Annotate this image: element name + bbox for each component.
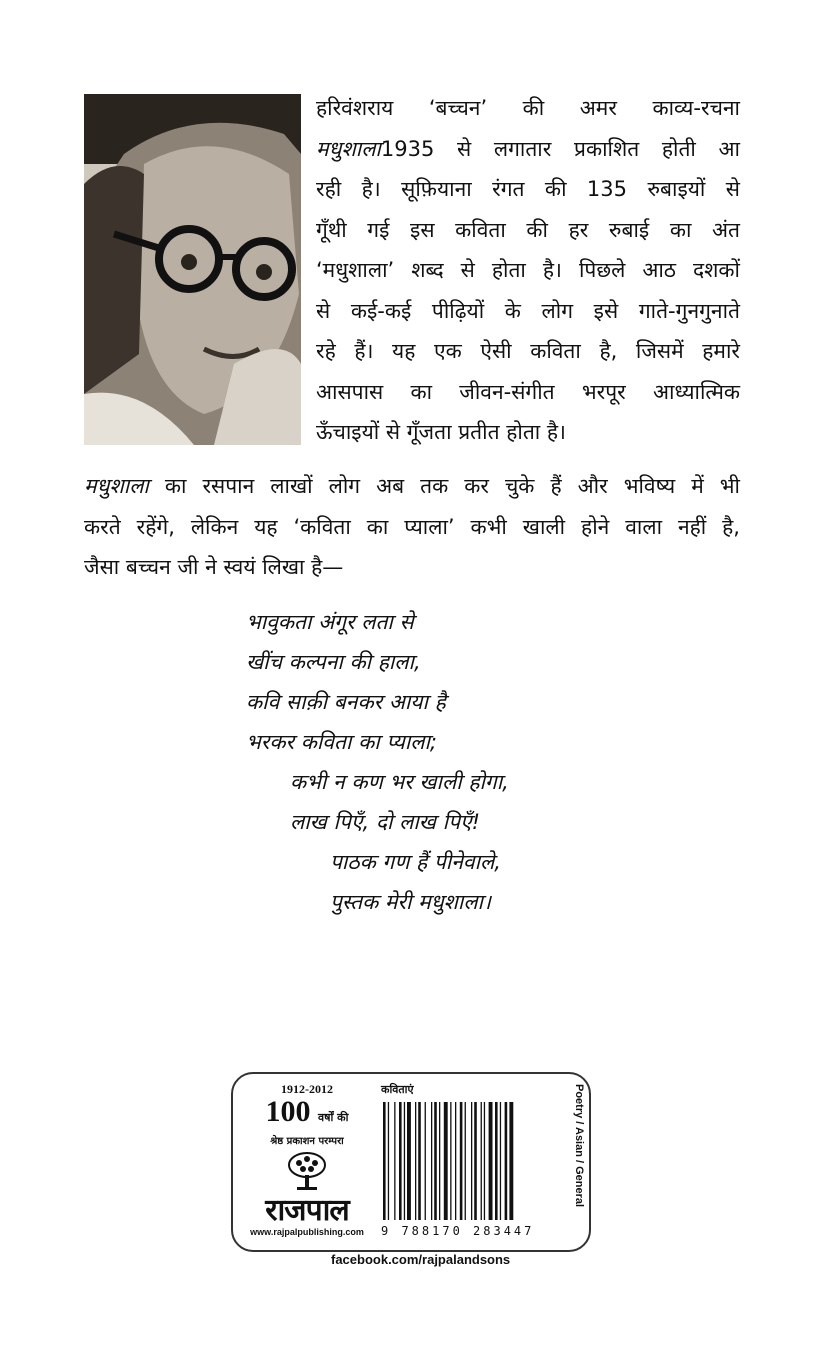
intro-line-2 [316,129,740,170]
para2-line-1-rest: का रसपान लाखों लोग अब तक कर चुके हैं और भविष्य में भी [148,474,740,498]
hundred-number: 100 [265,1095,311,1128]
intro-line-1: हरिवंशराय ‘बच्चन’ की अमर काव्य-रचना [316,96,740,120]
isbn-number: 9 788170 283447 [381,1224,535,1238]
poem-line-5: कभी न कण भर खाली होगा, [290,770,509,794]
poem-line-3: कवि साक़ी बनकर आया है [246,690,446,714]
poem-line-1: भावुकता अंगूर लता से [246,610,414,634]
barcode-area [381,1082,557,1244]
poem-line-4: भरकर कविता का प्याला; [246,730,438,754]
publisher-brand: राजपाल [265,1193,349,1228]
para2-title-italic: मधुशाला [84,474,149,498]
publisher-website: www.rajpalpublishing.com [250,1227,364,1237]
poem-line-2: खींच कल्पना की हाला, [246,650,421,674]
intro-line-8: आसपास का जीवन-संगीत भरपूर आध्यात्मिक [316,379,740,404]
publisher-tagline: श्रेष्ठ प्रकाशन परम्परा [270,1136,344,1147]
author-portrait-image [84,94,301,445]
centenary-number [239,1097,375,1133]
publisher-logo-block [239,1082,375,1237]
genre-label: Poetry / Asian / General [573,1084,585,1208]
para2-line-1 [84,466,740,507]
intro-line-9: ऊँचाइयों से गूँजता प्रतीत होता है। [316,420,567,444]
intro-line-3: रही है। सूफ़ियाना रंगत की 135 रुबाइयों से [316,177,740,201]
poem-line-7: पाठक गण हैं पीनेवाले, [330,850,501,874]
author-photo [84,94,301,445]
poem-line-6: लाख पिएँ, दो लाख पिएँ! [290,810,481,834]
intro-line-7: रहे हैं। यह एक ऐसी कविता है, जिसमें हमारे [316,339,740,363]
centenary-years: 1912-2012 [281,1082,333,1096]
intro-line-5: ‘मधुशाला’ शब्द से होता है। पिछले आठ दशकों [316,258,740,282]
years-word: वर्षों की [318,1111,349,1124]
facebook-link[interactable]: facebook.com/rajpalandsons [331,1252,511,1267]
title-italic: मधुशाला [316,136,381,161]
second-paragraph [84,466,740,588]
intro-paragraph [316,88,740,453]
isbn-barcode [381,1102,557,1220]
para2-line-3: जैसा बच्चन जी ने स्वयं लिखा है— [84,555,344,579]
intro-line-6: से कई-कई पीढ़ियों के लोग इसे गाते-गुनगुनाते [316,298,740,323]
book-category: कविताएं [381,1083,414,1096]
tree-logo-icon [285,1151,329,1191]
publisher-box [231,1072,591,1252]
para2-line-2: करते रहेंगे, लेकिन यह ‘कविता का प्याला’ कभी खाली होने वाला नहीं है, [84,514,740,539]
intro-line-4: गूँथी गई इस कविता की हर रुबाई का अंत [316,217,740,242]
intro-line-2-rest: 1935 से लगातार प्रकाशित होती आ [380,136,740,161]
poem-line-8: पुस्तक मेरी मधुशाला। [330,890,491,914]
